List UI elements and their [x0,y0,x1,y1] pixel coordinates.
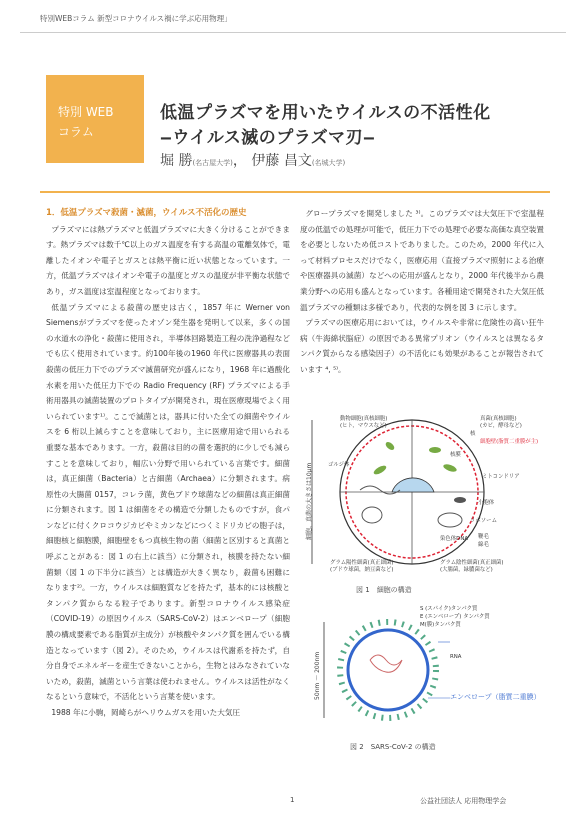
figure-cell-structure [300,410,550,580]
label-flagellum: 鞭毛 [478,534,489,540]
body-paragraph: プラズマの医療応用においては，ウイルスや非常に危険性の高い狂牛病（牛海綿状脳症）の原因である異常プリオン（ウイルスとは異なるタンパク質からなる感染因子）の不活化にも効果があることが報告されています ⁴, ⁵⁾。 [300,318,544,374]
label-fungi: 真菌(真核細胞) [480,416,517,422]
affiliation-2: (名城大学) [311,159,346,167]
figure1-caption-text: 細胞の構造 [376,586,412,594]
section-heading: 1．低温プラズマ殺菌・滅菌，ウイルス不活化の歴史 [46,208,247,218]
author-line [160,150,345,170]
label-ribosome: リボソーム [470,518,497,524]
figure-sars-cov-2 [300,600,550,740]
label-mitochondria: ミトコンドリア [482,474,520,480]
organelle [454,497,466,503]
page-number: 1 [290,796,295,804]
label-envelope-protein: E (エンベロープ) タンパク質 [420,614,490,620]
body-paragraph: グロープラズマを開発しました ³⁾。このプラズマは大気圧下で室温程度の低温での処理が可能で，低圧力下での処理で必要な高価な真空装置を必要としないため低コストでありました。このため，2000 年代に入って材料プロセスだけでなく，医療応用（直接プラズマ照射による治療や医療器具の滅菌）などへの応用が盛んとなり，2000 年代後半から農業分野への応用も盛んとなっています。各種用途で開発された大気圧低温プラズマの種類は多様であり，代表的な例を図 3 に示します。 [300,209,544,312]
label-cell-wall: 細胞壁(脂質二重膜が主) [480,439,539,445]
article-title: 低温プラズマを用いたウイルスの不活性化 [160,103,491,123]
article-subtitle: ‒ウイルス滅のプラズマ刃‒ [160,128,376,148]
figure2-caption-num: 図 2 [350,743,364,751]
label-gram-pos: グラム陽性細菌(真正細菌) [330,560,394,566]
label-nucleus: 核 [470,431,476,437]
author-separator: ， [232,153,247,169]
label-animal: 動物細胞(真核細胞) [340,416,388,422]
figure1-caption-num: 図 1 [356,586,370,594]
label-pili: 線毛 [478,542,489,548]
label-golgi: ゴルジ体 [328,462,350,468]
label-membrane-protein: M(膜)タンパク質 [420,622,461,628]
running-header: 特別WEBコラム 新型コロナウイルス禍に学ぶ応用物理」 [40,14,232,23]
title-rule [40,191,550,193]
figure2-caption-text: SARS-CoV-2 の構造 [370,743,436,751]
author-2: 伊藤 昌文 [251,153,312,169]
cell-diagram [300,410,550,580]
author-1: 堀 勝 [160,153,193,169]
label-envelope: エンベロープ（脂質二重膜） [450,693,541,701]
body-paragraph: 1988 年に小駒，岡崎らがヘリウムガスを用いた大気圧 [51,708,241,717]
badge-line2: コラム [58,125,94,139]
body-paragraph: プラズマには熱プラズマと低温プラズマに大きく分けることができます。熱プラズマは数千℃以上のガス温度を有する高温の電離気体で，電離したイオンや電子とガスとは熱平衡に近い状態となっています。一方，低温プラズマはイオンや電子の温度とガスの温度が非平衡な状態であり，ガス温度は室温程度となっております。 [46,224,290,296]
label-spike: S (スパイク)タンパク質 [420,606,478,612]
publisher: 公益社団法人 応用物理学会 [420,797,507,805]
size-label: 50nm ～ 200nm [314,651,321,700]
virus-envelope [348,630,428,710]
label-nuclear-membrane: 核膜 [450,452,461,458]
label-dna: 染色体DNA [440,536,469,542]
label-gram-neg-sub: (大腸菌，緑膿菌など) [440,567,493,573]
right-column [300,206,544,378]
label-rna: RNA [450,654,462,660]
label-er: 小胞体 [478,500,495,506]
affiliation-1: (名古屋大学) [192,159,233,167]
figure1-caption [356,585,412,595]
left-column [46,206,290,721]
body-paragraph: 低温プラズマによる殺菌の歴史は古く，1857 年に Werner von Siemensがプラズマを使ったオゾン発生器を発明して以来，多くの国の水道水の浄化・殺菌に使用され，半導体回路製造工程の洗浄過程などでも広く使用されています。約100年後の1960 年代に医療器具の表面殺菌の低圧力下でのプラズマ滅菌研究が盛んになり，1968 年に過酸化水素を用いた低圧力下での Radio Frequency (RF) プラズマによる手術用器具の滅菌装置のプロトタイプが開発され，現在医療現場でよく用いられています¹⁾。ここで滅菌とは，器具に付いた全ての細菌やウイルスを 6 桁以上減らすことを意味しており，主に医療用途で用いられる重要な基本であります。一方，殺菌は目的の菌を選択的に少しでも減らすことを意味しており，幅広い分野で用いられている言葉です。細菌は，真正細菌（Bacteria）と古細菌（Archaea）に分類されます。病原性の大腸菌 0157，コレラ菌，黄色ブドウ球菌などの細菌は真正細菌に分類されます。図 1 は細菌をその構造で分類したものですが，食パンなどに付くクロコウジカビやミカンなどにつくミドリカビの胞子は，細胞核と細胞膜，細胞壁をもつ真核生物の菌（細菌と区別すると真菌と呼ぶことがある：図 1 の右上に該当）に分類され，核膜を持たない細菌類（図 1 の下半分に該当）とは構造が大きく異なり，殺菌も困難になります²⁾。一方，ウイルスは細胞質などを持たず，基本的には核酸とタンパク質からなる粒子であります。新型コロナウイルス感染症（COVID-19）の原因ウイルス（SARS-CoV-2）はエンベロープ（細胞膜の構成要素である脂質が主成分）が核酸やタンパク質を囲んでいる構造となっています（図 2）。そのため，ウイルスは代謝系を持たず，自分自身でエネルギーを産生できないことから，生物とはみなされていないため，殺菌，滅菌という言葉は使われません。ウイルスは活性がなくなるという意味で，不活化という言葉を使います。 [46,302,290,702]
column-badge [46,75,144,163]
organelle [429,447,441,453]
label-fungi-sub: (カビ，酵母など) [480,423,522,429]
label-gram-pos-sub: (ブドウ球菌，納豆菌など) [330,567,394,573]
figure2-caption [350,742,436,752]
label-animal-sub: (ヒト，マウスなど) [340,423,387,429]
label-gram-neg: グラム陰性細菌(真正細菌) [440,560,504,566]
badge-line1: 特別 WEB [58,105,114,119]
header-divider [20,32,566,33]
size-label: 細胞，真菌の大きさは10μm [306,462,313,540]
